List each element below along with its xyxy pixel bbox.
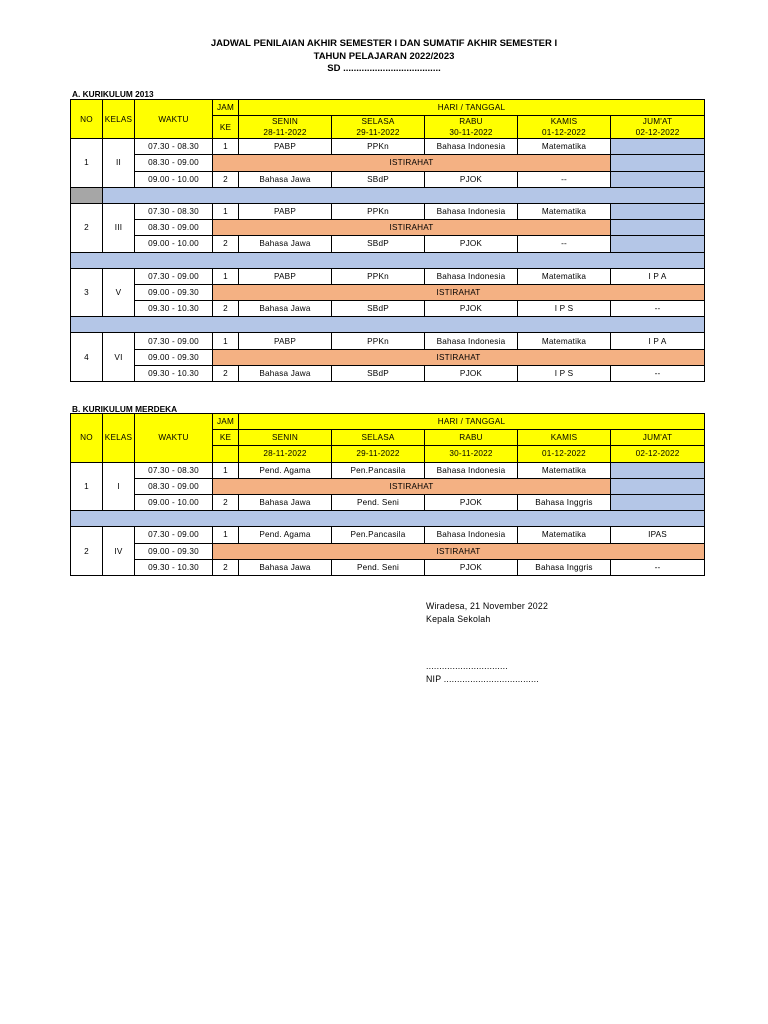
header-date: 02-12-2022 [611, 127, 705, 139]
empty-cell [611, 478, 705, 494]
row-jam: 1 [213, 462, 239, 478]
subject-cell: Bahasa Inggris [518, 559, 611, 575]
row-time: 07.30 - 09.00 [135, 333, 213, 349]
subject-cell: PJOK [425, 171, 518, 187]
subject-cell: PPKn [332, 333, 425, 349]
title-line-3: SD ..................................... [327, 63, 441, 74]
row-no: 1 [71, 139, 103, 188]
subject-cell: SBdP [332, 301, 425, 317]
row-time: 07.30 - 09.00 [135, 268, 213, 284]
subject-cell: Pen.Pancasila [332, 462, 425, 478]
subject-cell: Pen.Pancasila [332, 527, 425, 543]
subject-cell: Bahasa Jawa [239, 301, 332, 317]
title-line-2: TAHUN PELAJARAN 2022/2023 [313, 50, 455, 62]
subject-cell: I P S [518, 365, 611, 381]
table-row [71, 365, 705, 381]
subject-cell: I P A [611, 333, 705, 349]
empty-cell [611, 494, 705, 510]
row-time: 07.30 - 08.30 [135, 203, 213, 219]
header-jam: JAM [213, 100, 239, 116]
subject-cell: Matematika [518, 139, 611, 155]
header-date: 01-12-2022 [518, 127, 611, 139]
subject-cell: PPKn [332, 139, 425, 155]
row-no: 3 [71, 268, 103, 317]
subject-cell: SBdP [332, 365, 425, 381]
separator-row [71, 252, 705, 268]
subject-cell: SBdP [332, 171, 425, 187]
document-title [0, 38, 768, 76]
subject-cell: Bahasa Indonesia [425, 462, 518, 478]
istirahat-cell: ISTIRAHAT [213, 284, 705, 300]
subject-cell: Bahasa Indonesia [425, 527, 518, 543]
header-jam: JAM [213, 414, 239, 430]
row-kelas: III [103, 203, 135, 252]
subject-cell: -- [518, 171, 611, 187]
subject-cell: PPKn [332, 203, 425, 219]
row-kelas: IV [103, 527, 135, 576]
row-time: 09.00 - 09.30 [135, 543, 213, 559]
row-jam: 2 [213, 236, 239, 252]
subject-cell: -- [611, 559, 705, 575]
row-no: 2 [71, 203, 103, 252]
subject-cell: Pend. Agama [239, 527, 332, 543]
header-kelas: KELAS [103, 100, 135, 139]
header-day: SELASA [332, 116, 425, 128]
subject-cell: IPAS [611, 527, 705, 543]
row-time: 09.00 - 09.30 [135, 349, 213, 365]
header-day: KAMIS [518, 430, 611, 446]
separator-cell [71, 252, 705, 268]
table-row [71, 284, 705, 300]
subject-cell: Bahasa Inggris [518, 494, 611, 510]
separator-cell [71, 317, 705, 333]
row-jam: 1 [213, 333, 239, 349]
separator-cell [103, 187, 705, 203]
empty-cell [611, 139, 705, 155]
schedule-table-merdeka [70, 413, 705, 576]
separator-cell [71, 511, 705, 527]
subject-cell: -- [611, 301, 705, 317]
subject-cell: PABP [239, 139, 332, 155]
subject-cell: Bahasa Jawa [239, 365, 332, 381]
empty-cell [611, 155, 705, 171]
subject-cell: I P A [611, 268, 705, 284]
row-time: 08.30 - 09.00 [135, 155, 213, 171]
row-kelas: V [103, 268, 135, 317]
subject-cell: Bahasa Jawa [239, 494, 332, 510]
subject-cell: PJOK [425, 236, 518, 252]
empty-cell [611, 171, 705, 187]
table-row [71, 301, 705, 317]
table-row [71, 462, 705, 478]
header-hari: HARI / TANGGAL [239, 414, 705, 430]
row-time: 09.00 - 09.30 [135, 284, 213, 300]
row-kelas: VI [103, 333, 135, 382]
subject-cell: Bahasa Jawa [239, 559, 332, 575]
table-row [71, 494, 705, 510]
header-ke-blank [213, 446, 239, 462]
header-day: SENIN [239, 430, 332, 446]
istirahat-cell: ISTIRAHAT [213, 349, 705, 365]
row-no: 4 [71, 333, 103, 382]
section-label-k13: A. KURIKULUM 2013 [72, 89, 154, 99]
header-day: JUM'AT [611, 116, 705, 128]
subject-cell: Matematika [518, 462, 611, 478]
header-date: 30-11-2022 [425, 127, 518, 139]
empty-cell [611, 220, 705, 236]
separator-row [71, 187, 705, 203]
row-kelas: I [103, 462, 135, 511]
header-hari: HARI / TANGGAL [239, 100, 705, 116]
header-kelas: KELAS [103, 414, 135, 463]
table-row [71, 333, 705, 349]
header-date: 02-12-2022 [611, 446, 705, 462]
table-row [71, 155, 705, 171]
row-time: 07.30 - 09.00 [135, 527, 213, 543]
subject-cell: PJOK [425, 494, 518, 510]
row-no: 2 [71, 527, 103, 576]
header-day: KAMIS [518, 116, 611, 128]
schedule-table-k13 [70, 99, 705, 382]
row-time: 09.30 - 10.30 [135, 301, 213, 317]
header-date: 30-11-2022 [425, 446, 518, 462]
header-day: RABU [425, 116, 518, 128]
subject-cell: Matematika [518, 203, 611, 219]
row-jam: 1 [213, 139, 239, 155]
row-no: 1 [71, 462, 103, 511]
row-jam: 2 [213, 301, 239, 317]
header-date: 28-11-2022 [239, 127, 332, 139]
subject-cell: Bahasa Jawa [239, 171, 332, 187]
row-jam: 2 [213, 171, 239, 187]
header-day: SENIN [239, 116, 332, 128]
table-row [71, 349, 705, 365]
row-jam: 1 [213, 527, 239, 543]
subject-cell: Matematika [518, 527, 611, 543]
title-line-1: JADWAL PENILAIAN AKHIR SEMESTER I DAN SUMATIF AKHIR SEMESTER I [210, 38, 558, 49]
row-jam: 1 [213, 203, 239, 219]
row-time: 08.30 - 09.00 [135, 220, 213, 236]
row-time: 07.30 - 08.30 [135, 139, 213, 155]
istirahat-cell: ISTIRAHAT [213, 220, 611, 236]
table-row [71, 203, 705, 219]
table-row [71, 527, 705, 543]
header-day: RABU [425, 430, 518, 446]
row-time: 09.00 - 10.00 [135, 494, 213, 510]
row-time: 09.30 - 10.30 [135, 559, 213, 575]
signature-role: Kepala Sekolah [426, 614, 491, 624]
row-jam: 1 [213, 268, 239, 284]
header-date: 01-12-2022 [518, 446, 611, 462]
table-row [71, 171, 705, 187]
header-no: NO [71, 100, 103, 139]
header-ke: KE [213, 116, 239, 139]
signature-nip: NIP .................................... [426, 674, 539, 684]
row-time: 09.30 - 10.30 [135, 365, 213, 381]
empty-cell [611, 462, 705, 478]
row-time: 09.00 - 10.00 [135, 171, 213, 187]
subject-cell: Bahasa Indonesia [425, 333, 518, 349]
subject-cell: Matematika [518, 333, 611, 349]
table-row [71, 543, 705, 559]
header-date: 28-11-2022 [239, 446, 332, 462]
subject-cell: Bahasa Indonesia [425, 203, 518, 219]
subject-cell: PJOK [425, 365, 518, 381]
table-row [71, 139, 705, 155]
row-jam: 2 [213, 559, 239, 575]
separator-cell [71, 187, 103, 203]
table-row [71, 559, 705, 575]
subject-cell: Pend. Agama [239, 462, 332, 478]
subject-cell: Matematika [518, 268, 611, 284]
empty-cell [611, 236, 705, 252]
subject-cell: Bahasa Jawa [239, 236, 332, 252]
subject-cell: PABP [239, 333, 332, 349]
table-row [71, 478, 705, 494]
row-jam: 2 [213, 494, 239, 510]
header-no: NO [71, 414, 103, 463]
header-date: 29-11-2022 [332, 127, 425, 139]
signature-place-date: Wiradesa, 21 November 2022 [426, 601, 549, 611]
subject-cell: -- [611, 365, 705, 381]
signature-name-line: ............................... [426, 661, 508, 671]
empty-cell [611, 203, 705, 219]
row-kelas: II [103, 139, 135, 188]
section-label-merdeka: B. KURIKULUM MERDEKA [72, 404, 178, 414]
subject-cell: PJOK [425, 559, 518, 575]
row-time: 08.30 - 09.00 [135, 478, 213, 494]
row-jam: 2 [213, 365, 239, 381]
row-time: 07.30 - 08.30 [135, 462, 213, 478]
header-waktu: WAKTU [135, 100, 213, 139]
header-day: JUM'AT [611, 430, 705, 446]
istirahat-cell: ISTIRAHAT [213, 155, 611, 171]
istirahat-cell: ISTIRAHAT [213, 543, 705, 559]
row-time: 09.00 - 10.00 [135, 236, 213, 252]
header-waktu: WAKTU [135, 414, 213, 463]
subject-cell: -- [518, 236, 611, 252]
header-day: SELASA [332, 430, 425, 446]
istirahat-cell: ISTIRAHAT [213, 478, 611, 494]
table-row [71, 268, 705, 284]
subject-cell: Pend. Seni [332, 494, 425, 510]
subject-cell: Pend. Seni [332, 559, 425, 575]
subject-cell: I P S [518, 301, 611, 317]
separator-row [71, 317, 705, 333]
separator-row [71, 511, 705, 527]
subject-cell: Bahasa Indonesia [425, 139, 518, 155]
header-ke: KE [213, 430, 239, 446]
subject-cell: Bahasa Indonesia [425, 268, 518, 284]
table-row [71, 220, 705, 236]
header-date: 29-11-2022 [332, 446, 425, 462]
subject-cell: PABP [239, 203, 332, 219]
subject-cell: SBdP [332, 236, 425, 252]
table-row [71, 236, 705, 252]
subject-cell: PABP [239, 268, 332, 284]
subject-cell: PPKn [332, 268, 425, 284]
subject-cell: PJOK [425, 301, 518, 317]
